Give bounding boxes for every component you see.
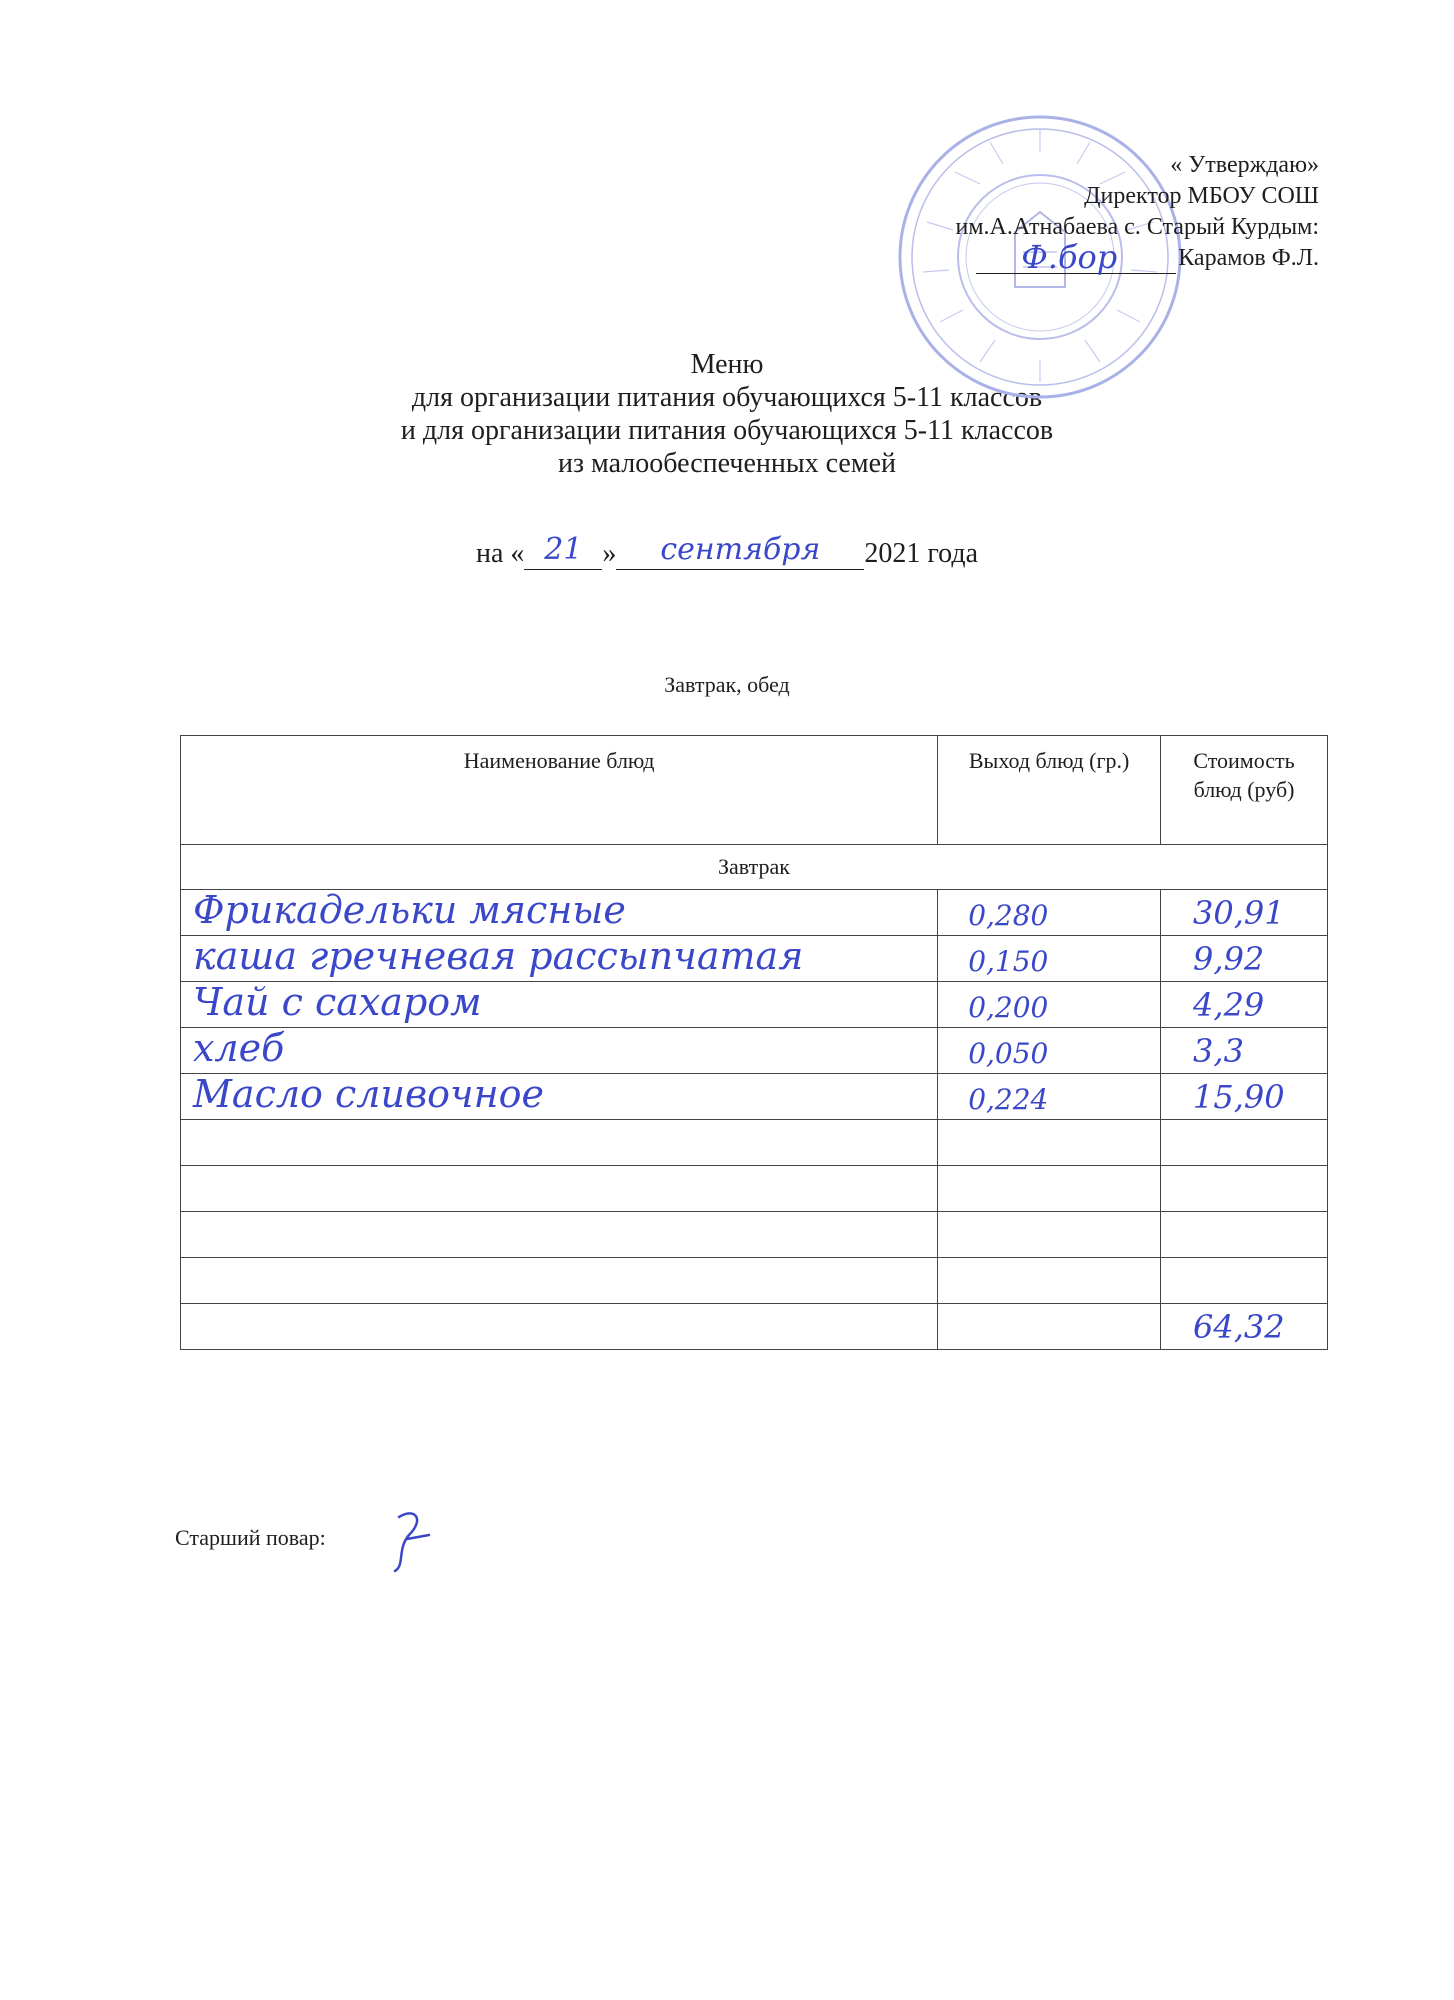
dish-cost-cell xyxy=(1161,1074,1328,1120)
title-line-2: для организации питания обучающихся 5-11 классов xyxy=(411,382,1043,413)
menu-table xyxy=(180,735,1328,1350)
dish-name: Масло сливочное xyxy=(193,1072,544,1116)
dish-cost: 15,90 xyxy=(1193,1078,1285,1116)
dish-name: хлеб xyxy=(193,1026,285,1070)
menu-rows xyxy=(181,890,1328,1304)
total-yield-cell xyxy=(938,1304,1161,1350)
dish-cost-cell xyxy=(1161,1120,1328,1166)
table-row xyxy=(181,1212,1328,1258)
total-label-cell xyxy=(181,1304,938,1350)
dish-yield-cell xyxy=(938,1074,1161,1120)
title-line-1: Меню xyxy=(690,349,764,380)
dish-cost: 3,3 xyxy=(1193,1032,1244,1070)
dish-cost: 4,29 xyxy=(1193,986,1265,1024)
dish-cost-cell xyxy=(1161,936,1328,982)
approval-school: им.А.Атнабаева с. Старый Курдым: xyxy=(955,214,1319,240)
title-line-3: и для организации питания обучающихся 5-11 классов xyxy=(400,415,1054,446)
dish-name-cell xyxy=(181,982,938,1028)
total-cost-cell xyxy=(1161,1304,1328,1350)
dish-name-cell xyxy=(181,936,938,982)
dish-yield: 0,224 xyxy=(968,1083,1049,1116)
table-row xyxy=(181,1258,1328,1304)
dish-yield-cell xyxy=(938,890,1161,936)
dish-name-cell xyxy=(181,890,938,936)
director-signature-blank xyxy=(976,238,1176,276)
total-row xyxy=(181,1304,1328,1350)
table-row xyxy=(181,890,1328,936)
table-row xyxy=(181,936,1328,982)
table-row xyxy=(181,1028,1328,1074)
approval-signature-line xyxy=(956,238,1320,276)
dish-cost-cell xyxy=(1161,890,1328,936)
dish-name: каша гречневая рассыпчатая xyxy=(193,934,804,978)
dish-name-cell xyxy=(181,1120,938,1166)
dish-name-cell xyxy=(181,1074,938,1120)
dish-cost-cell xyxy=(1161,1028,1328,1074)
table-row xyxy=(181,982,1328,1028)
director-name: Карамов Ф.Л. xyxy=(1178,245,1319,271)
approval-position: Директор МБОУ СОШ xyxy=(1084,183,1319,209)
section-breakfast: Завтрак xyxy=(181,845,1328,890)
date-prefix: на « xyxy=(475,538,525,569)
dish-cost-cell xyxy=(1161,1166,1328,1212)
section-row xyxy=(181,845,1328,890)
menu-date xyxy=(0,532,1454,570)
dish-yield-cell xyxy=(938,1120,1161,1166)
director-signature: Ф.бор xyxy=(1021,238,1118,276)
dish-cost: 30,91 xyxy=(1193,894,1285,932)
dish-yield: 0,150 xyxy=(968,945,1049,978)
header-yield: Выход блюд (гр.) xyxy=(938,736,1161,845)
chef-label: Старший повар: xyxy=(175,1525,326,1550)
chef-signature xyxy=(385,1505,445,1575)
dish-yield: 0,280 xyxy=(968,899,1049,932)
total-cost: 64,32 xyxy=(1193,1308,1285,1346)
table-header-row xyxy=(181,736,1328,845)
dish-name-cell xyxy=(181,1258,938,1304)
dish-cost-cell xyxy=(1161,982,1328,1028)
dish-yield: 0,200 xyxy=(968,991,1049,1024)
meal-heading: Завтрак, обед xyxy=(664,672,790,697)
dish-name: Фрикадельки мясные xyxy=(193,888,626,932)
dish-cost-cell xyxy=(1161,1258,1328,1304)
menu-title xyxy=(0,348,1454,480)
approval-block xyxy=(956,150,1320,274)
dish-name-cell xyxy=(181,1212,938,1258)
date-month: сентября xyxy=(660,532,821,567)
dish-yield-cell xyxy=(938,1166,1161,1212)
title-line-4: из малообеспеченных семей xyxy=(558,448,896,479)
date-day-blank xyxy=(524,532,602,570)
dish-yield-cell xyxy=(938,1258,1161,1304)
dish-yield: 0,050 xyxy=(968,1037,1049,1070)
table-row xyxy=(181,1166,1328,1212)
approval-heading: « Утверждаю» xyxy=(1170,152,1319,178)
dish-yield-cell xyxy=(938,1028,1161,1074)
dish-yield-cell xyxy=(938,1212,1161,1258)
dish-yield-cell xyxy=(938,982,1161,1028)
date-day: 21 xyxy=(544,532,583,567)
table-row xyxy=(181,1120,1328,1166)
date-month-blank xyxy=(616,532,864,570)
dish-cost: 9,92 xyxy=(1193,940,1265,978)
dish-cost-cell xyxy=(1161,1212,1328,1258)
dish-yield-cell xyxy=(938,936,1161,982)
dish-name: Чай с сахаром xyxy=(193,980,482,1024)
date-middle: » xyxy=(602,538,617,569)
dish-name-cell xyxy=(181,1166,938,1212)
header-dish-name: Наименование блюд xyxy=(181,736,938,845)
header-cost: Стоимость блюд (руб) xyxy=(1161,736,1328,845)
dish-name-cell xyxy=(181,1028,938,1074)
date-suffix: 2021 года xyxy=(864,538,979,569)
table-row xyxy=(181,1074,1328,1120)
